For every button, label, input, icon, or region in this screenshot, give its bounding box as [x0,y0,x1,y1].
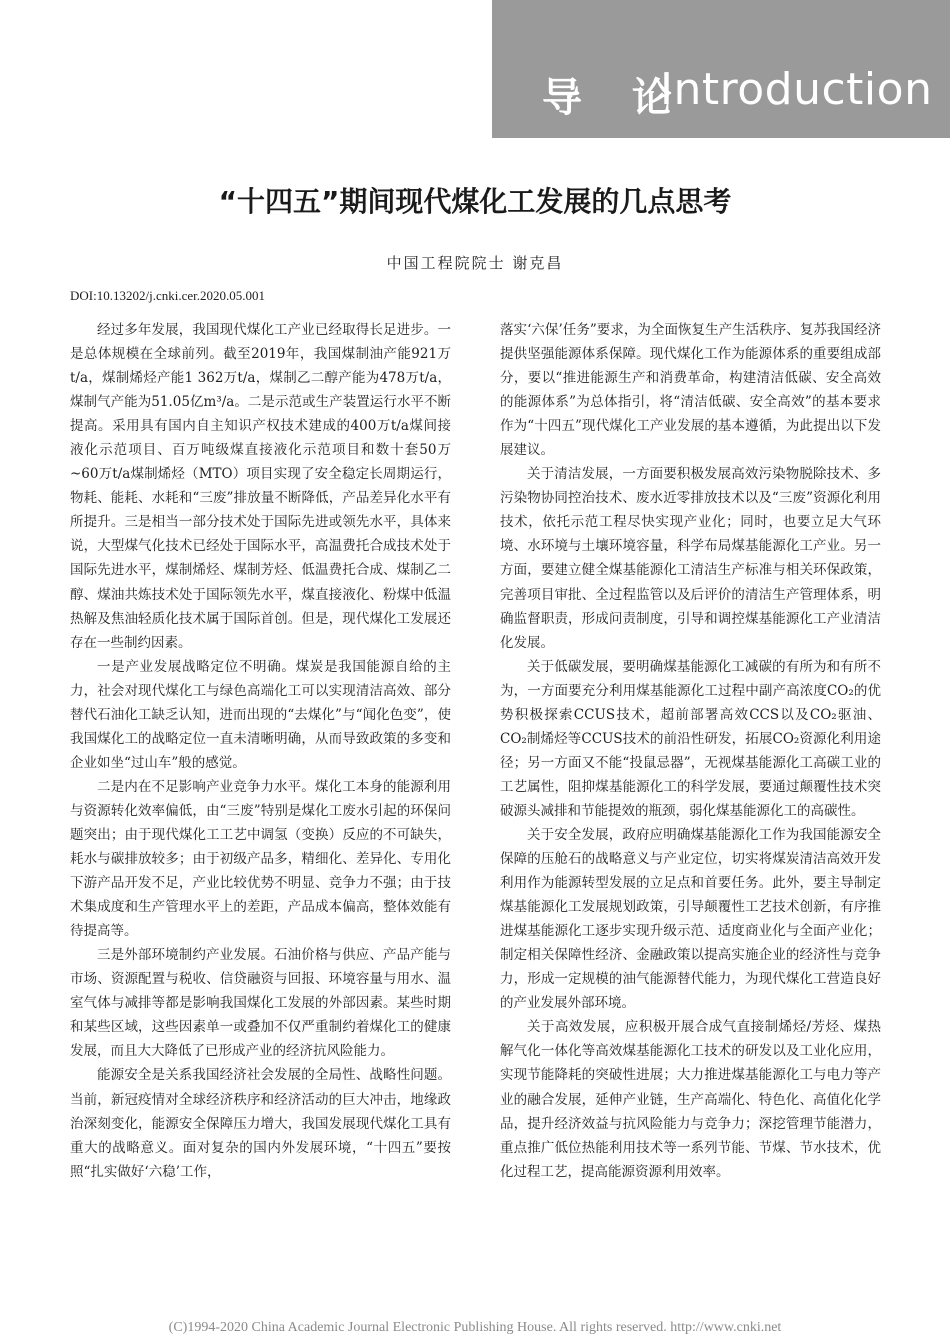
article-doi: DOI:10.13202/j.cnki.cer.2020.05.001 [70,288,265,303]
article-author: 中国工程院院士 谢克昌 [386,254,564,272]
paragraph: 二是内在不足影响产业竞争力水平。煤化工本身的能源利用与资源转化效率偏低，由“三废”特别是煤化工废水引起的环保问题突出；由于现代煤化工工艺中调氢（变换）反应的不可缺失，耗水与碳排放较多；由于初级产品多，精细化、差异化、专用化下游产品开发不足，产业比较优势不明显、竞争力不强；由于技术集成度和生产管理水平上的差距，产品成本偏高，整体效能有待提高等。 [70,778,451,940]
copyright-footer: (C)1994-2020 China Academic Journal Electronic Publishing House. All rights reserved. http://www.cnki.net [168,1320,782,1335]
right-column [500,318,881,1184]
paragraph: 关于安全发展，政府应明确煤基能源化工作为我国能源安全保障的压舱石的战略意义与产业定位，切实将煤炭清洁高效开发利用作为能源转型发展的立足点和首要任务。此外，要主导制定煤基能源化工发展规划政策，引导颠覆性工艺技术创新，有序推进煤基能源化工逐步实现升级示范、适度商业化与全面产业化；制定相关保障性经济、金融政策以提高实施企业的经济性与竞争力，形成一定规模的油气能源替代能力，为现代煤化工营造良好的产业发展外部环境。 [500,826,881,1012]
paragraph: 经过多年发展，我国现代煤化工产业已经取得长足进步。一是总体规模在全球前列。截至2019年，我国煤制油产能921万t/a，煤制烯烃产能1 362万t/a，煤制乙二醇产能为478万t/a，煤制气产能为51.05亿m³/a。二是示范或生产装置运行水平不断提高。采用具有国内自主知识产权技术建成的400万t/a煤间接液化示范项目、百万吨级煤直接液化示范项目和数十套50万~60万t/a煤制烯烃（MTO）项目实现了安全稳定长周期运行，物耗、能耗、水耗和“三废”排放量不断降低，产品差异化水平有所提升。三是相当一部分技术处于国际先进或领先水平，具体来说，大型煤气化技术已经处于国际水平，高温费托合成技术处于国际先进水平，煤制烯烃、煤制芳烃、低温费托合成、煤制乙二醇、煤油共炼技术处于国际领先水平，煤直接液化、粉煤中低温热解及焦油轻质化技术属于国际首创。但是，现代煤化工发展还存在一些制约因素。 [70,322,451,651]
paragraph: 关于高效发展，应积极开展合成气直接制烯烃/芳烃、煤热解气化一体化等高效煤基能源化工技术的研发以及工业化应用，实现节能降耗的突破性进展；大力推进煤基能源化工与电力等产业的融合发展，延伸产业链，生产高端化、特色化、高值化化学品，提升经济效益与抗风险能力与竞争力；深挖管理节能潜力，重点推广低位热能利用技术等一系列节能、节煤、节水技术，优化过程工艺，提高能源资源利用效率。 [500,1019,881,1180]
paragraph: 关于清洁发展，一方面要积极发展高效污染物脱除技术、多污染物协同控治技术、废水近零排放技术以及“三废”资源化利用技术，依托示范工程尽快实现产业化；同时，也要立足大气环境、水环境与土壤环境容量，科学布局煤基能源化工产业。另一方面，要建立健全煤基能源化工清洁生产标准与相关环保政策，完善项目审批、全过程监管以及后评价的清洁生产管理体系，明确监督职责，形成问责制度，引导和调控煤基能源化工产业清洁化发展。 [500,466,881,651]
section-header-band [492,0,950,138]
paragraph: 三是外部环境制约产业发展。石油价格与供应、产品产能与市场、资源配置与税收、信贷融资与回报、环境容量与用水、温室气体与减排等都是影响我国煤化工发展的外部因素。某些时期和某些区域，这些因素单一或叠加不仅严重制约着煤化工的健康发展，而且大大降低了已形成产业的经济抗风险能力。 [70,947,451,1060]
section-title-en: Introduction [660,64,933,115]
paragraph-continued: 落实‘六保’任务”要求，为全面恢复生产生活秩序、复苏我国经济提供坚强能源体系保障。现代煤化工作为能源体系的重要组成部分，要以“推进能源生产和消费革命，构建清洁低碳、安全高效的能源体系”为总体指引，将“清洁低碳、安全高效”的基本要求作为“十四五”现代煤化工产业发展的基本遵循，为此提出以下发展建议。 [500,322,881,459]
paragraph: 关于低碳发展，要明确煤基能源化工减碳的有所为和有所不为，一方面要充分利用煤基能源化工过程中副产高浓度CO₂的优势积极探索CCUS技术，超前部署高效CCS以及CO₂驱油、CO₂制烯烃等CCUS技术的前沿性研发，拓展CO₂资源化利用途径；另一方面又不能“投鼠忌器”，无视煤基能源化工高碳工业的工艺属性，阻抑煤基能源化工的科学发展，要通过颠覆性技术突破源头减排和节能提效的瓶颈，弱化煤基能源化工的高碳性。 [500,658,881,819]
section-title-cn: 导 论 [542,75,690,121]
left-column [70,318,451,1184]
article-title: “十四五”期间现代煤化工发展的几点思考 [218,185,732,218]
paragraph: 一是产业发展战略定位不明确。煤炭是我国能源自给的主力，社会对现代煤化工与绿色高端化工可以实现清洁高效、部分替代石油化工缺乏认知，进而出现的“去煤化”与“闻化色变”，使我国煤化工的战略定位一直未清晰明确，从而导致政策的多变和企业如坐“过山车”般的感觉。 [70,658,451,771]
paragraph: 能源安全是关系我国经济社会发展的全局性、战略性问题。当前，新冠疫情对全球经济秩序和经济活动的巨大冲击，地缘政治深刻变化，能源安全保障压力增大，我国发展现代煤化工具有重大的战略意义。面对复杂的国内外发展环境，“十四五”要按照“扎实做好‘六稳’工作， [70,1067,451,1180]
